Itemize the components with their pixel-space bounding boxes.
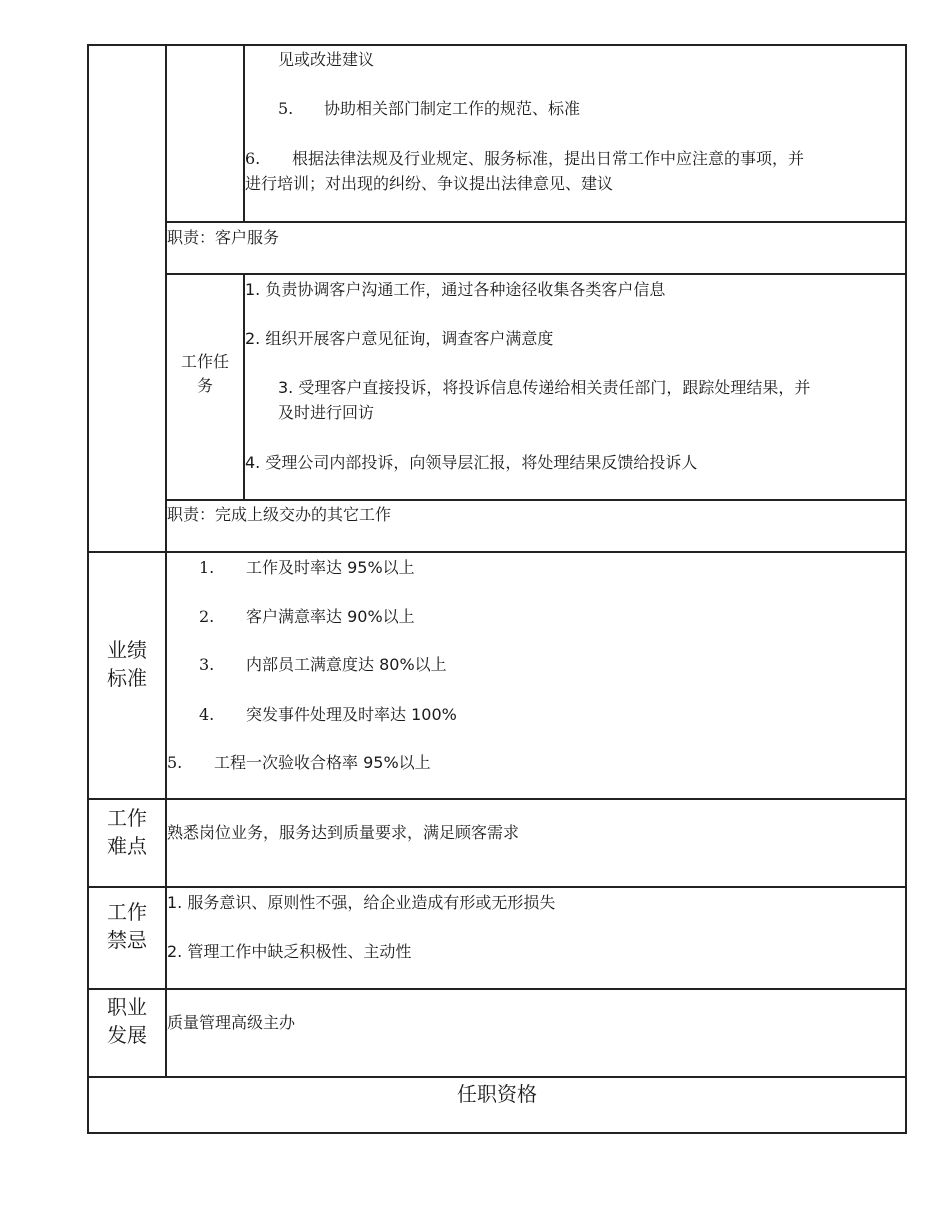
performance-item-3-text: 内部员工满意度达 80%以上 (246, 655, 447, 674)
task-label-line-2: 务 (196, 376, 213, 395)
career-label-line-1: 职业 (107, 995, 147, 1019)
difficulty-label-line-2: 难点 (107, 834, 147, 858)
rule-performance-top (87, 551, 907, 553)
performance-item-1-number: 1. (199, 558, 215, 577)
difficulty-label-line-1: 工作 (107, 806, 147, 830)
task-item-4: 4. 受理公司内部投诉，向领导层汇报，将处理结果反馈给投诉人 (245, 453, 698, 472)
task-label (167, 350, 243, 398)
performance-item-3-number: 3. (199, 655, 215, 674)
taboo-item-1: 1. 服务意识、原则性不强，给企业造成有形或无形损失 (167, 893, 556, 912)
taboo-item-2: 2. 管理工作中缺乏积极性、主动性 (167, 942, 412, 961)
task-label-line-1: 工作任 (180, 352, 229, 371)
difficulty-text: 熟悉岗位业务，服务达到质量要求，满足顾客需求 (167, 823, 520, 842)
career-label (89, 993, 165, 1049)
item-5-text: 协助相关部门制定工作的规范、标准 (324, 99, 581, 118)
rule-career-top (87, 988, 907, 990)
performance-label (89, 636, 165, 692)
rule-duty-customer-top (166, 221, 907, 223)
performance-item-4-text: 突发事件处理及时率达 100% (246, 705, 457, 724)
performance-item-5-text: 工程一次验收合格率 95%以上 (214, 753, 431, 772)
task-item-3-line-2: 及时进行回访 (278, 403, 375, 422)
duty-other-tasks: 职责：完成上级交办的其它工作 (167, 505, 392, 524)
taboo-label-line-1: 工作 (107, 900, 147, 924)
performance-label-line-1: 业绩 (107, 638, 147, 662)
rule-top (87, 44, 907, 46)
performance-item-2-text: 客户满意率达 90%以上 (246, 607, 415, 626)
career-text: 质量管理高级主办 (167, 1013, 296, 1032)
item-6-line-2: 进行培训；对出现的纠纷、争议提出法律意见、建议 (245, 174, 614, 193)
qualification-header: 任职资格 (457, 1082, 537, 1106)
rule-bottom (87, 1132, 907, 1134)
task-item-3-line-1: 3. 受理客户直接投诉，将投诉信息传递给相关责任部门，跟踪处理结果，并 (278, 378, 811, 397)
rule-tasks-top (166, 273, 907, 275)
taboo-label-line-2: 禁忌 (107, 928, 147, 952)
item-6-number: 6. (245, 149, 261, 168)
performance-label-line-2: 标准 (107, 666, 147, 690)
rule-label-column (165, 44, 167, 1078)
duty-customer-service: 职责：客户服务 (167, 228, 280, 247)
task-item-1: 1. 负责协调客户沟通工作，通过各种途径收集各类客户信息 (245, 280, 666, 299)
continued-line: 见或改进建议 (278, 50, 375, 69)
rule-taboo-top (87, 886, 907, 888)
rule-left (87, 44, 89, 1134)
taboo-label (89, 898, 165, 954)
career-label-line-2: 发展 (107, 1023, 147, 1047)
item-5-number: 5. (278, 99, 294, 118)
item-6-line-1: 根据法律法规及行业规定、服务标准，提出日常工作中应注意的事项，并 (292, 149, 805, 168)
performance-item-4-number: 4. (199, 705, 215, 724)
task-item-2: 2. 组织开展客户意见征询，调查客户满意度 (245, 329, 554, 348)
rule-qualification-top (87, 1076, 907, 1078)
performance-item-5-number: 5. (167, 753, 183, 772)
performance-item-1-text: 工作及时率达 95%以上 (246, 558, 415, 577)
performance-item-2-number: 2. (199, 607, 215, 626)
rule-duty-other-top (166, 499, 907, 501)
difficulty-label (89, 804, 165, 860)
rule-difficulty-top (87, 798, 907, 800)
rule-subcol-top (243, 44, 245, 223)
rule-right (905, 44, 907, 1134)
